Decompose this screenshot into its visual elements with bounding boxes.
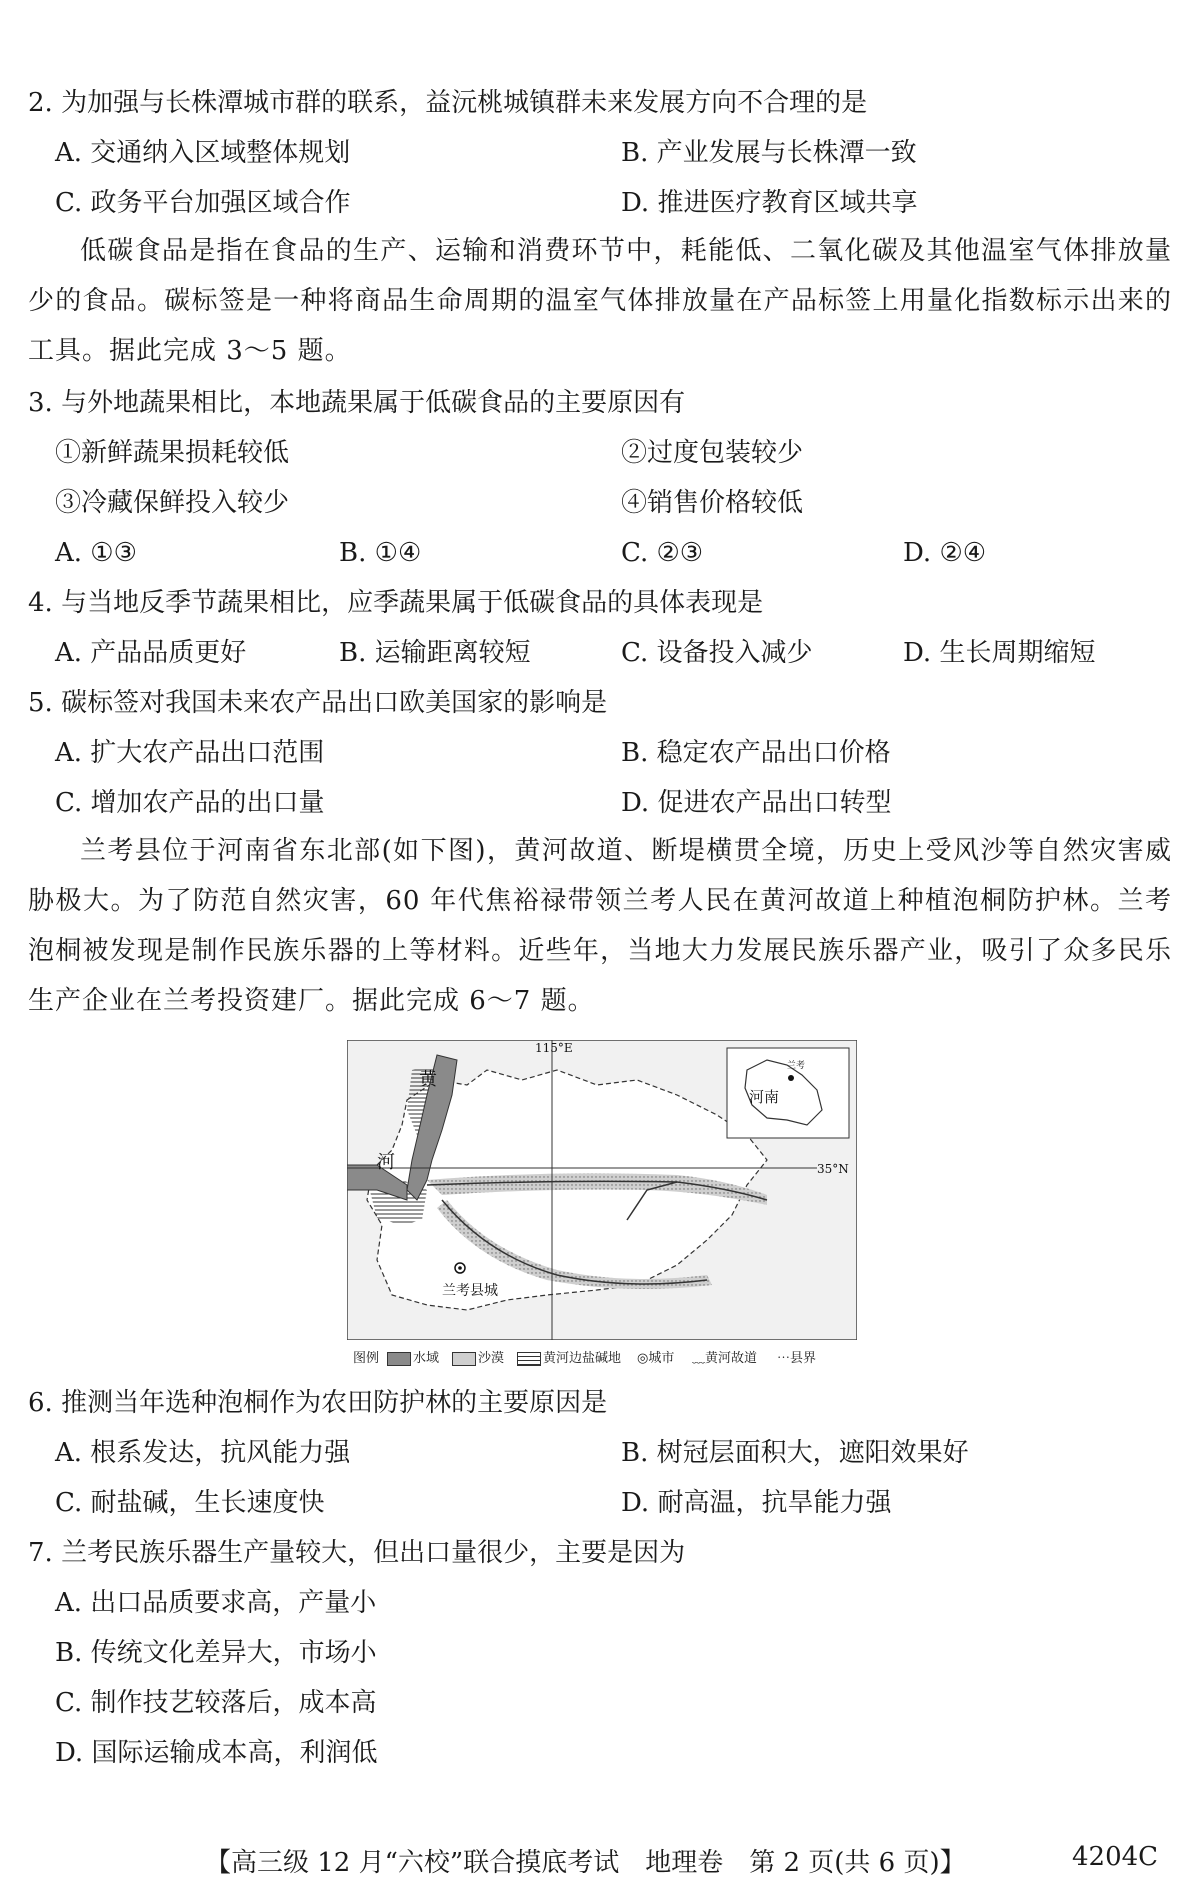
q6-stem: 6. 推测当年选种泡桐作为农田防护林的主要原因是 (28, 1388, 608, 1418)
exam-code: 4204C (1072, 1842, 1159, 1872)
legend-desert (452, 1347, 504, 1366)
q4-option-b: B. 运输距离较短 (339, 638, 531, 668)
q7-stem: 7. 兰考民族乐器生产量较大，但出口量很少，主要是因为 (28, 1538, 686, 1568)
q5-option-c: C. 增加农产品的出口量 (55, 788, 325, 818)
legend-water-swatch (387, 1352, 411, 1366)
legend-boundary-label: 县界 (790, 1351, 817, 1366)
legend-saline-swatch (517, 1352, 541, 1366)
q7-option-d: D. 国际运输成本高，利润低 (55, 1738, 378, 1768)
legend-boundary: ⋯县界 (777, 1351, 817, 1366)
q3-option-c: C. ②③ (621, 538, 704, 568)
q5-option-d: D. 促进农产品出口转型 (621, 788, 892, 818)
inset-henan-label: 河南 (749, 1088, 780, 1106)
q5-stem: 5. 碳标签对我国未来农产品出口欧美国家的影响是 (28, 688, 608, 718)
inset-lankao-label: 兰考 (787, 1061, 806, 1071)
q7-option-b: B. 传统文化差异大，市场小 (55, 1638, 377, 1668)
q2-option-c: C. 政务平台加强区域合作 (55, 188, 351, 218)
q7-option-a: A. 出口品质要求高，产量小 (55, 1588, 377, 1618)
q7-option-c: C. 制作技艺较落后，成本高 (55, 1688, 377, 1718)
legend-old-course: ﹏黄河故道 (692, 1351, 758, 1366)
q3-statement-4: ④销售价格较低 (621, 488, 804, 518)
q6-option-c: C. 耐盐碱，生长速度快 (55, 1488, 325, 1518)
q3-option-b: B. ①④ (339, 538, 422, 568)
legend-old-course-label: 黄河故道 (705, 1351, 758, 1366)
q6-option-a: A. 根系发达，抗风能力强 (55, 1438, 351, 1468)
legend-desert-swatch (452, 1352, 476, 1366)
q3-stem: 3. 与外地蔬果相比，本地蔬果属于低碳食品的主要原因有 (28, 388, 686, 418)
q2-option-a: A. 交通纳入区域整体规划 (55, 138, 351, 168)
legend-water-label: 水域 (413, 1351, 440, 1366)
page-footer: 【高三级 12 月“六校”联合摸底考试 地理卷 第 2 页(共 6 页)】 (205, 1848, 966, 1878)
city-symbol-inner (458, 1266, 462, 1270)
q3-option-d: D. ②④ (903, 538, 987, 568)
passage-low-carbon: 低碳食品是指在食品的生产、运输和消费环节中，耗能低、二氧化碳及其他温室气体排放量少的食品。碳标签是一种将商品生命周期的温室气体排放量在产品标签上用量化指数标示出来的工具。据此完成 3～5 题。 (28, 236, 1172, 366)
q6-option-d: D. 耐高温，抗旱能力强 (621, 1488, 892, 1518)
q2-option-b: B. 产业发展与长株潭一致 (621, 138, 917, 168)
legend-desert-label: 沙漠 (478, 1351, 505, 1366)
lon-label: 115°E (535, 1041, 573, 1055)
lankao-map (347, 1040, 857, 1370)
q3-statement-3: ③冷藏保鲜投入较少 (55, 488, 290, 518)
passage-lankao: 兰考县位于河南省东北部(如下图)，黄河故道、断堤横贯全境，历史上受风沙等自然灾害威胁极大。为了防范自然灾害，60 年代焦裕禄带领兰考人民在黄河故道上种植泡桐防护林。兰考泡桐被发现是制作民族乐器的上等材料。近些年，当地大力发展民族乐器产业，吸引了众多民乐生产企业在兰考投资建厂。据此完成 6～7 题。 (28, 836, 1172, 1016)
q6-option-b: B. 树冠层面积大，遮阳效果好 (621, 1438, 969, 1468)
legend-title: 图例 (353, 1351, 380, 1366)
q4-option-d: D. 生长周期缩短 (903, 638, 1096, 668)
q2-option-d: D. 推进医疗教育区域共享 (621, 188, 918, 218)
legend-city: ◎城市 (637, 1351, 675, 1366)
river-char-huang: 黄 (419, 1069, 437, 1090)
q4-stem: 4. 与当地反季节蔬果相比，应季蔬果属于低碳食品的具体表现是 (28, 588, 764, 618)
river-char-he: 河 (377, 1152, 395, 1173)
inset-lankao-dot (788, 1075, 794, 1081)
q3-option-a: A. ①③ (55, 538, 137, 568)
q4-option-c: C. 设备投入减少 (621, 638, 813, 668)
map-legend (347, 1339, 857, 1369)
legend-saline (517, 1347, 621, 1366)
legend-saline-label: 黄河边盐碱地 (543, 1351, 622, 1366)
city-label: 兰考县城 (442, 1283, 498, 1299)
q5-option-b: B. 稳定农产品出口价格 (621, 738, 891, 768)
q3-statement-2: ②过度包装较少 (621, 438, 804, 468)
lat-label: 35°N (817, 1162, 849, 1176)
legend-water (387, 1347, 439, 1366)
q5-option-a: A. 扩大农产品出口范围 (55, 738, 325, 768)
q2-stem: 2. 为加强与长株潭城市群的联系，益沅桃城镇群未来发展方向不合理的是 (28, 88, 868, 118)
map-svg (347, 1040, 857, 1340)
legend-city-label: 城市 (648, 1351, 675, 1366)
q3-statement-1: ①新鲜蔬果损耗较低 (55, 438, 290, 468)
q4-option-a: A. 产品品质更好 (55, 638, 247, 668)
